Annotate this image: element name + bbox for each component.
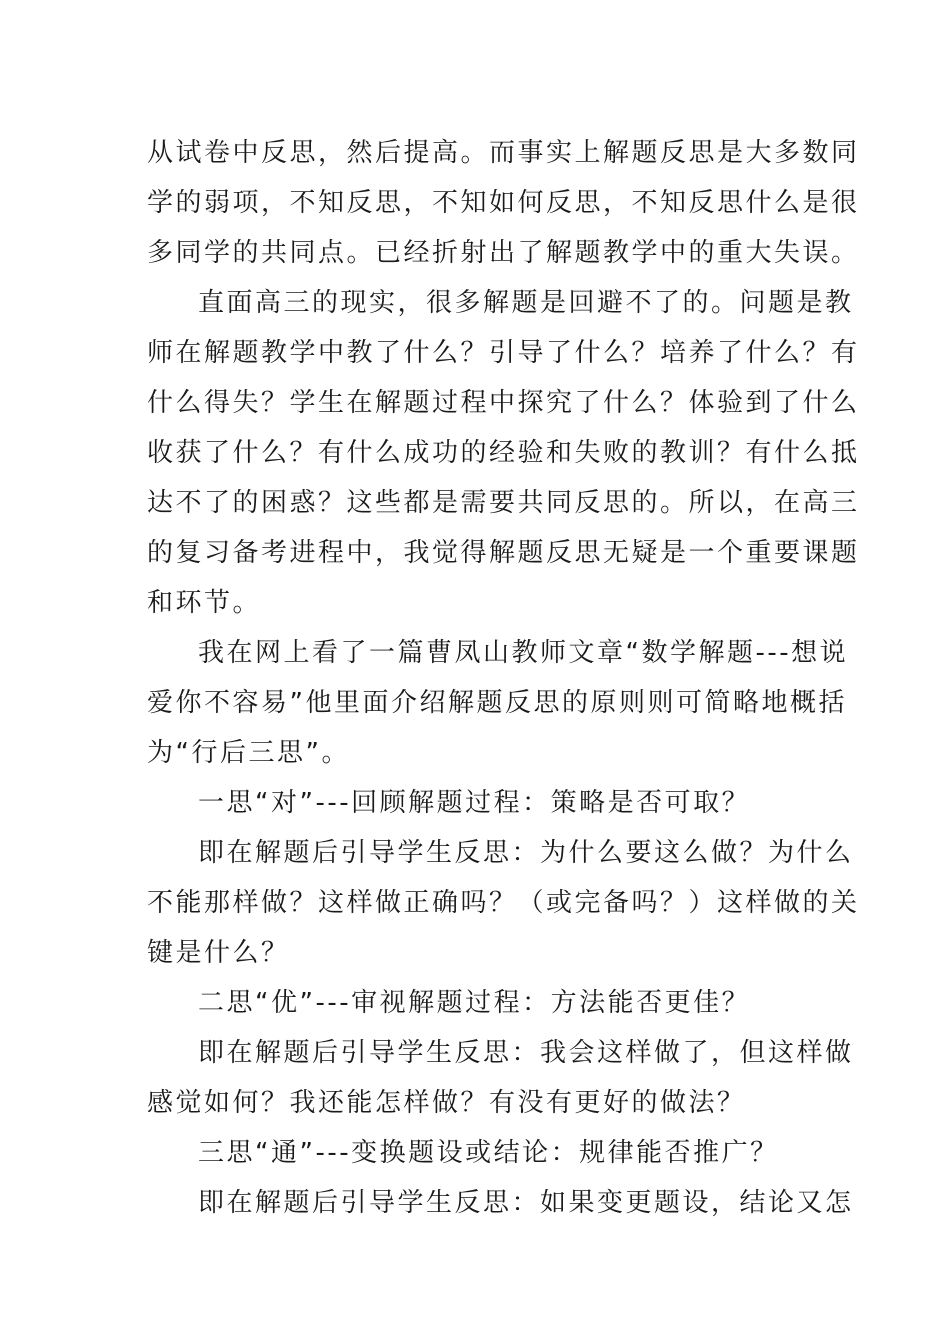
paragraph-first-line: 即在解题后引导学生反思：我会这样做了，但这样做	[198, 1038, 854, 1068]
text-line: 感觉如何？我还能怎样做？有没有更好的做法？	[147, 1088, 746, 1118]
text-line: 不能那样做？这样做正确吗？（或完备吗？）这样做的关	[147, 888, 860, 918]
text-line: 爱你不容易”他里面介绍解题反思的原则则可简略地概括	[147, 688, 847, 718]
text-line: 什么得失？学生在解题过程中探究了什么？体验到了什么	[147, 388, 860, 418]
section-heading-line: 二思“优”---审视解题过程：方法能否更佳？	[198, 988, 751, 1018]
section-heading-line: 一思“对”---回顾解题过程：策略是否可取？	[198, 788, 751, 818]
text-line: 多同学的共同点。已经折射出了解题教学中的重大失误。	[147, 238, 860, 268]
text-line: 达不了的困惑？这些都是需要共同反思的。所以，在高三	[147, 488, 860, 518]
section-heading-line: 三思“通”---变换题设或结论：规律能否推广？	[198, 1138, 779, 1168]
text-line: 键是什么？	[147, 938, 290, 968]
paragraph-first-line: 即在解题后引导学生反思：为什么要这么做？为什么	[198, 838, 854, 868]
text-line: 从试卷中反思，然后提高。而事实上解题反思是大多数同	[147, 138, 860, 168]
text-line: 学的弱项，不知反思，不知如何反思，不知反思什么是很	[147, 188, 860, 218]
text-line: 为“行后三思”。	[147, 738, 350, 768]
paragraph-first-line: 即在解题后引导学生反思：如果变更题设，结论又怎	[198, 1188, 854, 1218]
text-line: 师在解题教学中教了什么？引导了什么？培养了什么？有	[147, 338, 860, 368]
paragraph-first-line: 直面高三的现实，很多解题是回避不了的。问题是教	[198, 288, 854, 318]
paragraph-first-line: 我在网上看了一篇曹凤山教师文章“数学解题---想说	[198, 638, 849, 668]
text-line: 的复习备考进程中，我觉得解题反思无疑是一个重要课题	[147, 538, 860, 568]
text-line: 收获了什么？有什么成功的经验和失败的教训？有什么抵	[147, 438, 860, 468]
text-line: 和环节。	[147, 588, 262, 618]
